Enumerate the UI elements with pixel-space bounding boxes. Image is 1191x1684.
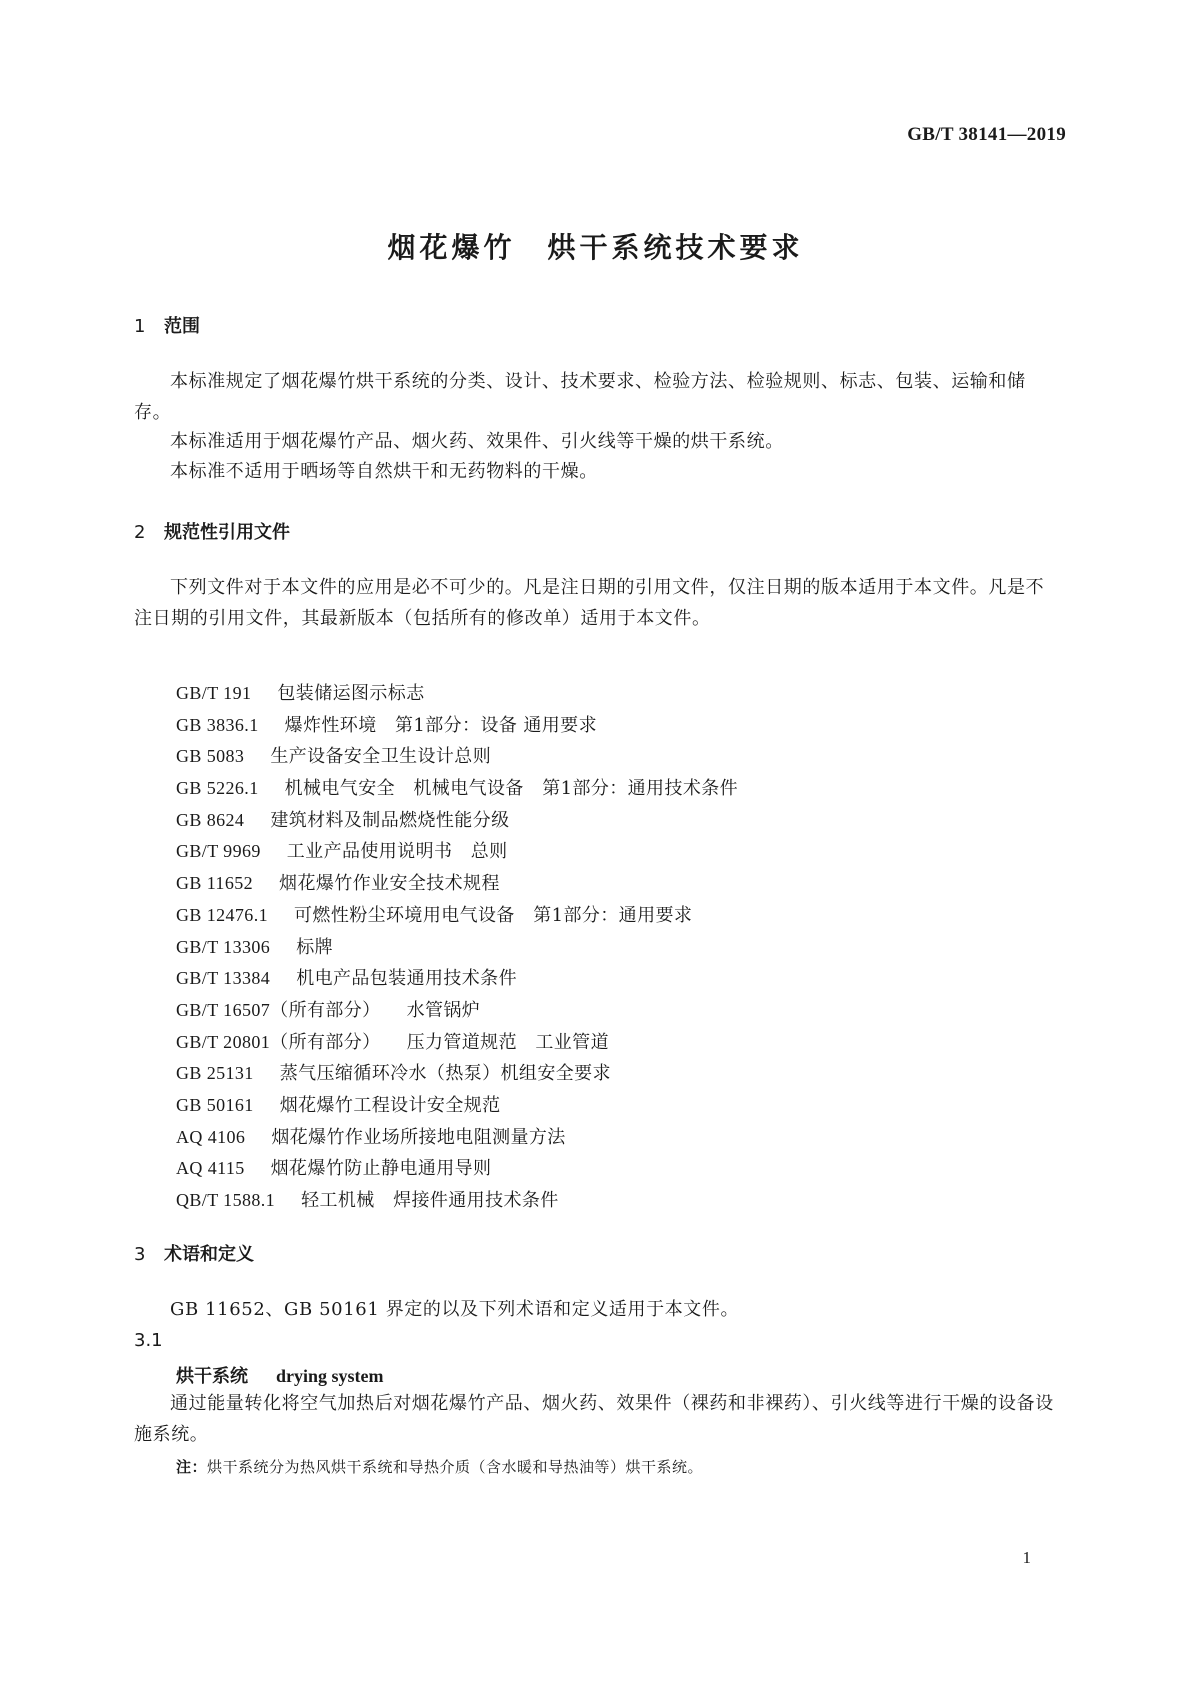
reference-item xyxy=(176,1185,738,1217)
reference-code: GB/T 20801（所有部分） xyxy=(176,1031,381,1052)
reference-code: GB 25131 xyxy=(176,1063,254,1084)
reference-item xyxy=(176,900,738,932)
reference-code: GB 11652 xyxy=(176,873,254,894)
reference-code: GB/T 191 xyxy=(176,683,252,703)
reference-item xyxy=(176,963,738,995)
section-1-heading xyxy=(134,312,200,338)
reference-title: 建筑材料及制品燃烧性能分级 xyxy=(270,809,510,831)
reference-title: 爆炸性环境 第1部分：设备 通用要求 xyxy=(284,714,597,736)
term-number: 3.1 xyxy=(134,1330,163,1351)
reference-code: QB/T 1588.1 xyxy=(176,1190,276,1210)
reference-title: 烟花爆竹工程设计安全规范 xyxy=(279,1094,501,1116)
term-definition: 通过能量转化将空气加热后对烟花爆竹产品、烟火药、效果件（裸药和非裸药）、引火线等进行干燥的设备设施系统。 xyxy=(134,1393,1054,1445)
reference-item xyxy=(176,1058,738,1090)
paragraph: GB 11652、GB 50161 界定的以及下列术语和定义适用于本文件。 xyxy=(170,1299,740,1320)
reference-item xyxy=(176,1153,738,1185)
section-number: 3 xyxy=(134,1244,146,1265)
reference-title: 水管锅炉 xyxy=(406,999,481,1021)
reference-item xyxy=(176,932,738,964)
note-label: 注： xyxy=(176,1458,208,1476)
section-3-heading xyxy=(134,1240,254,1266)
reference-item xyxy=(176,741,738,773)
note xyxy=(176,1456,703,1477)
term-heading xyxy=(176,1362,384,1388)
reference-code: GB/T 13384 xyxy=(176,968,271,989)
reference-title: 轻工机械 焊接件通用技术条件 xyxy=(301,1190,559,1211)
reference-title: 机械电气安全 机械电气设备 第1部分：通用技术条件 xyxy=(284,778,739,800)
reference-code: AQ 4115 xyxy=(176,1158,245,1179)
paragraph: 下列文件对于本文件的应用是必不可少的。凡是注日期的引用文件，仅注日期的版本适用于本文件。凡是不注日期的引用文件，其最新版本（包括所有的修改单）适用于本文件。 xyxy=(134,577,1045,629)
paragraph: 本标准规定了烟花爆竹烘干系统的分类、设计、技术要求、检验方法、检验规则、标志、包装、运输和储存。 xyxy=(134,371,1026,423)
reference-title: 生产设备安全卫生设计总则 xyxy=(270,746,492,768)
note-text: 烘干系统分为热风烘干系统和导热介质（含水暖和导热油等）烘干系统。 xyxy=(207,1458,704,1476)
reference-item xyxy=(176,1122,738,1154)
reference-code: GB 8624 xyxy=(176,809,245,830)
reference-item xyxy=(176,995,738,1027)
term-chinese: 烘干系统 xyxy=(176,1366,248,1387)
reference-code: GB 12476.1 xyxy=(176,904,269,925)
section-number: 2 xyxy=(134,522,146,543)
reference-code: AQ 4106 xyxy=(176,1126,246,1147)
reference-code: GB 5083 xyxy=(176,746,245,767)
reference-title: 包装储运图示标志 xyxy=(277,683,425,704)
paragraph: 本标准适用于烟花爆竹产品、烟火药、效果件、引火线等干燥的烘干系统。 xyxy=(170,431,784,452)
section-title: 术语和定义 xyxy=(164,1244,254,1265)
reference-code: GB/T 16507（所有部分） xyxy=(176,999,381,1020)
reference-item xyxy=(176,868,738,900)
reference-code: GB 5226.1 xyxy=(176,778,259,799)
standard-code: GB/T 38141—2019 xyxy=(907,124,1066,145)
document-title: 烟花爆竹 烘干系统技术要求 xyxy=(387,231,804,264)
reference-code: GB/T 9969 xyxy=(176,841,261,862)
reference-title: 烟花爆竹作业场所接地电阻测量方法 xyxy=(271,1126,566,1148)
reference-item xyxy=(176,805,738,837)
reference-title: 标牌 xyxy=(296,936,333,958)
reference-title: 烟花爆竹作业安全技术规程 xyxy=(279,873,500,895)
reference-item xyxy=(176,1090,738,1122)
reference-item xyxy=(176,773,738,805)
reference-item xyxy=(176,1027,738,1059)
reference-item xyxy=(176,836,738,868)
reference-title: 工业产品使用说明书 总则 xyxy=(286,841,508,863)
reference-code: GB 3836.1 xyxy=(176,714,259,735)
page-number: 1 xyxy=(1022,1548,1031,1567)
section-title: 规范性引用文件 xyxy=(164,522,290,543)
section-title: 范围 xyxy=(164,316,200,337)
term-english: drying system xyxy=(276,1366,384,1386)
reference-title: 可燃性粉尘环境用电气设备 第1部分：通用要求 xyxy=(294,904,693,926)
reference-list xyxy=(176,678,738,1217)
reference-item xyxy=(176,710,738,742)
reference-code: GB 50161 xyxy=(176,1094,254,1115)
reference-title: 蒸气压缩循环冷水（热泵）机组安全要求 xyxy=(279,1063,611,1085)
reference-item xyxy=(176,678,738,710)
reference-title: 压力管道规范 工业管道 xyxy=(406,1031,609,1053)
reference-code: GB/T 13306 xyxy=(176,936,271,957)
section-number: 1 xyxy=(134,316,146,337)
section-2-heading xyxy=(134,518,290,544)
reference-title: 烟花爆竹防止静电通用导则 xyxy=(270,1158,492,1180)
paragraph: 本标准不适用于晒场等自然烘干和无药物料的干燥。 xyxy=(170,461,598,482)
reference-title: 机电产品包装通用技术条件 xyxy=(296,968,517,990)
